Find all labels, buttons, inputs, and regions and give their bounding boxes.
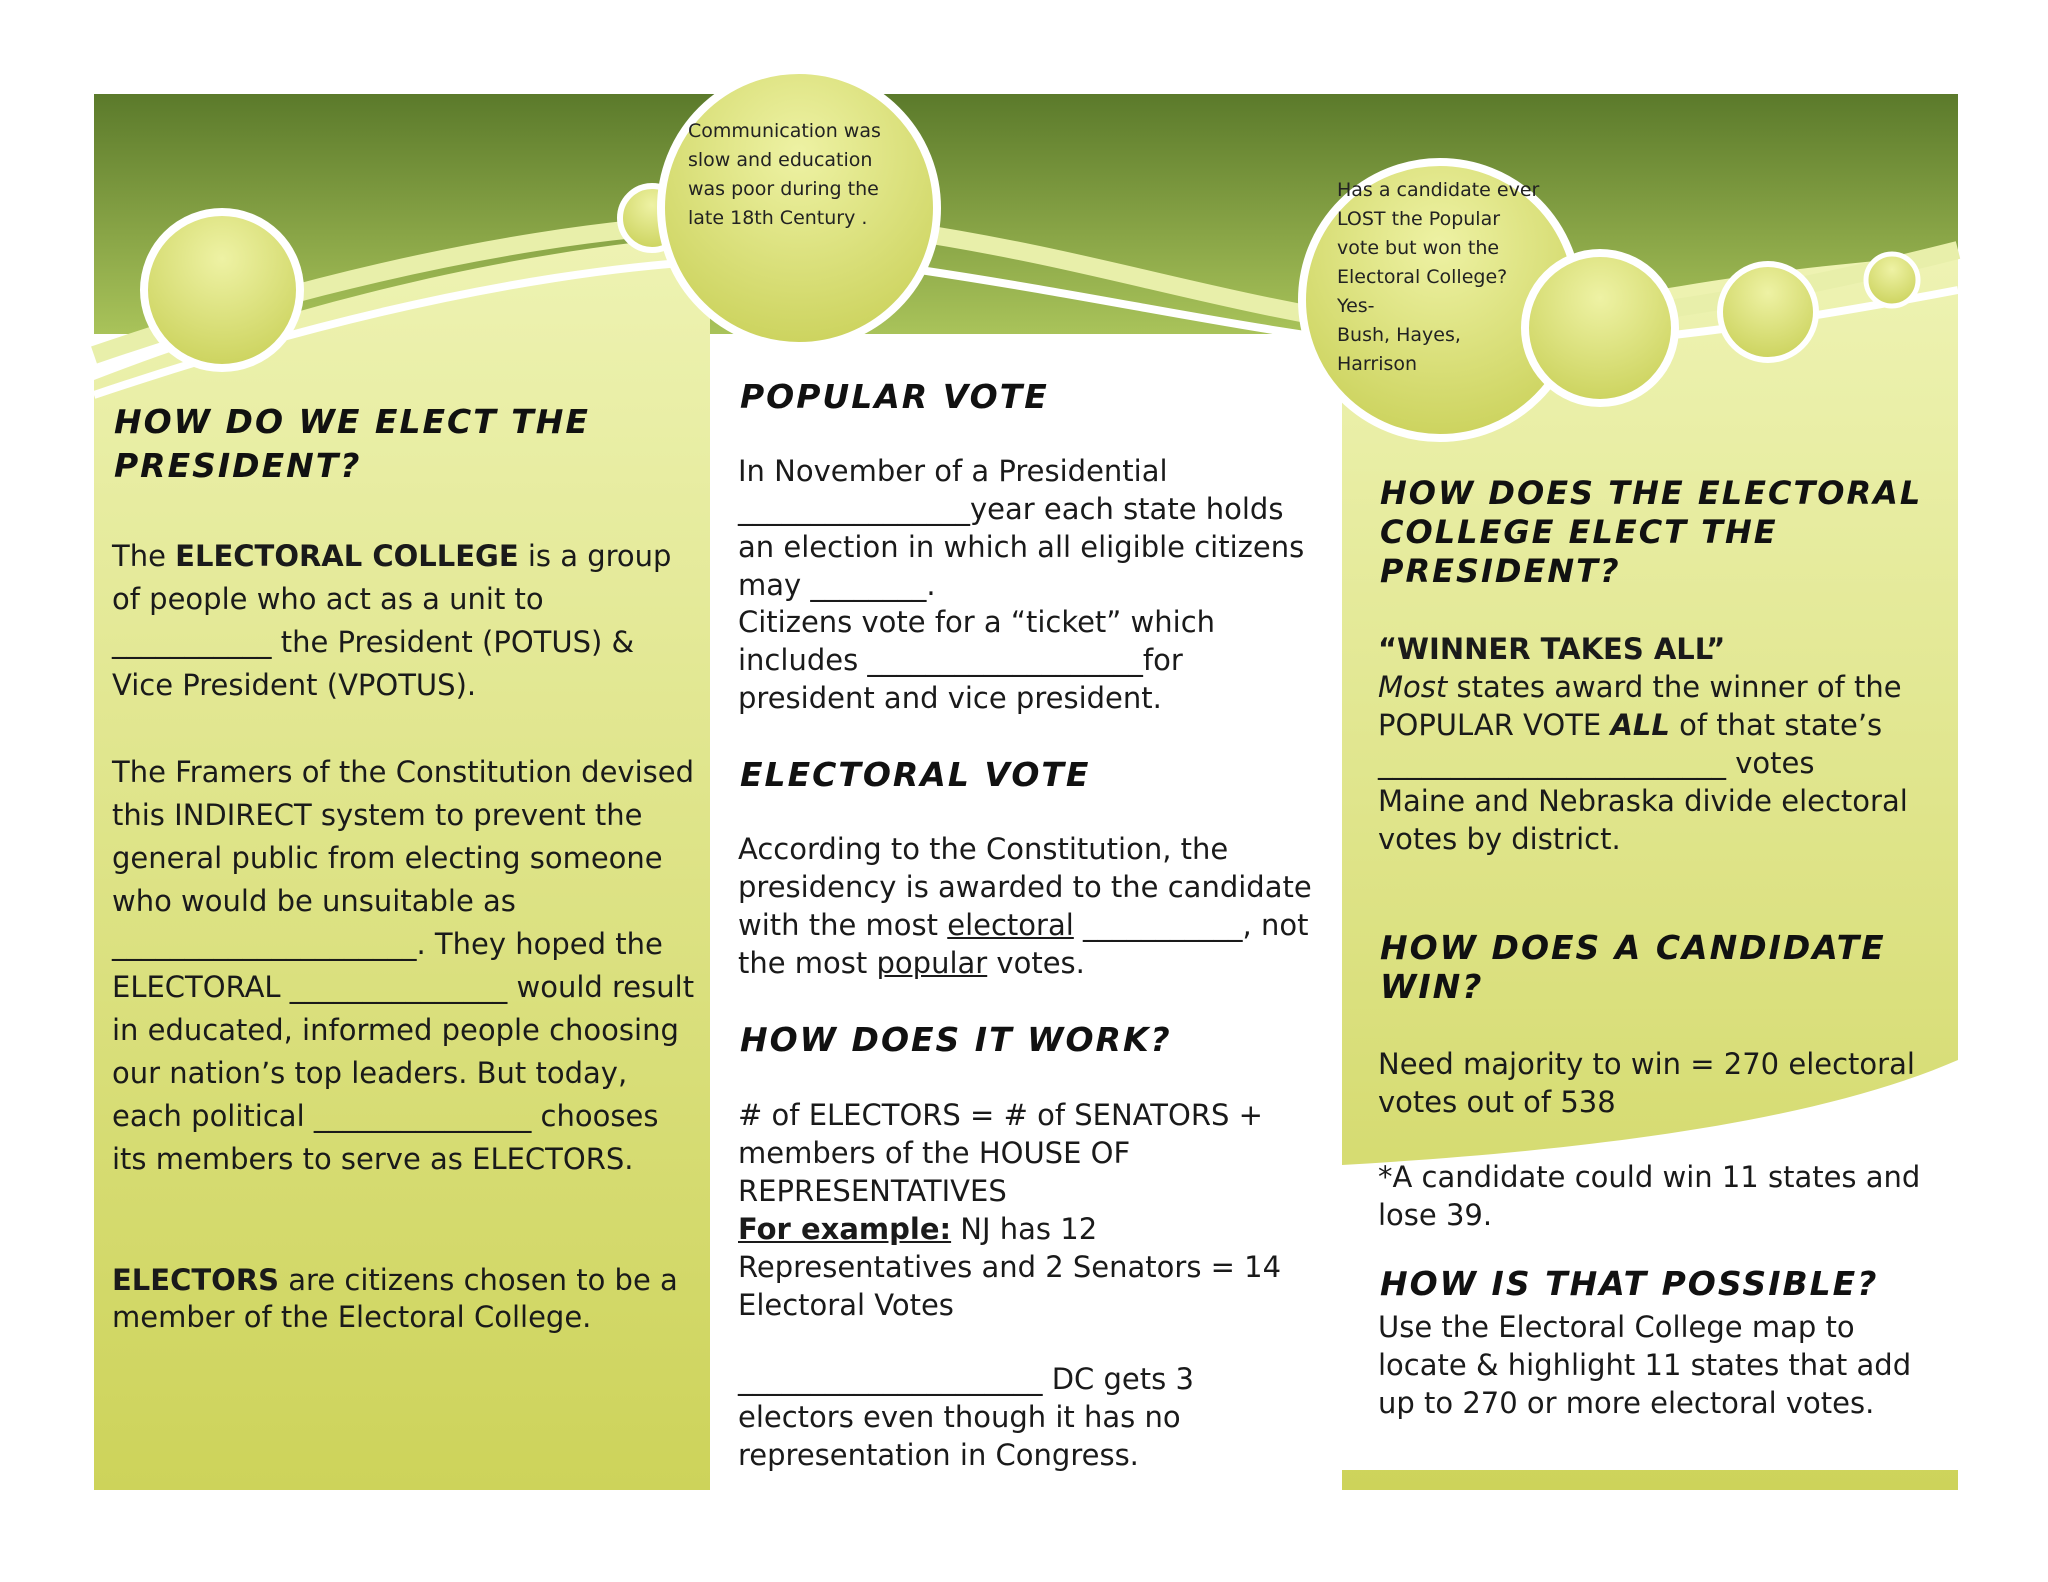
col1-paragraph-1 <box>112 535 702 707</box>
col2-p3-c: votes. <box>987 946 1085 980</box>
col1-paragraph-3 <box>112 1262 702 1336</box>
col3-paragraph-1 <box>1378 668 1938 782</box>
col3-winner-takes-all: “WINNER TAKES ALL” <box>1378 632 1726 666</box>
col2-heading-popular-vote: POPULAR VOTE <box>740 377 1049 416</box>
col1-heading: HOW DO WE ELECT THE PRESIDENT? <box>114 402 590 485</box>
col1-paragraph-2: The Framers of the Constitution devised this INDIRECT system to prevent the general public from electing someone who would be unsuitable as _____________________. They hoped the ELECTORAL _______________ would result in educated, informed people choosing our nation’s top leaders. But today, each political _______________ chooses its members to serve as ELECTORS. <box>112 755 695 1176</box>
col2-heading-how-it-works: HOW DOES IT WORK? <box>740 1020 1172 1059</box>
col2-paragraph-2: Citizens vote for a “ticket” which includes ___________________for president and vice president. <box>738 605 1216 715</box>
col3-p1-b: of that state’s ________________________ votes <box>1378 708 1883 780</box>
col2-paragraph-5 <box>738 1210 1318 1324</box>
col2-example-label: For example: <box>738 1212 952 1246</box>
col2-p3-popular: popular <box>876 946 988 980</box>
col1-p1-post: is a group of people who act as a unit to ___________ the President (POTUS) & Vice President (VPOTUS). <box>112 539 672 702</box>
bubble-right-names: Bush, Hayes, Harrison <box>1337 324 1461 375</box>
bubble-left <box>144 212 300 368</box>
col3-heading-candidate-win: HOW DOES A CANDIDATE WIN? <box>1380 928 1886 1006</box>
col1-p1-bold: ELECTORAL COLLEGE <box>175 539 519 573</box>
col2-p3-b: ___________, not the most <box>738 908 1309 980</box>
col2-p3-a: According to the Constitution, the presidency is awarded to the candidate with the most <box>738 832 1312 942</box>
col3-paragraph-4: *A candidate could win 11 states and lose 39. <box>1378 1160 1921 1232</box>
col2-paragraph-1: In November of a Presidential ________________year each state holds an election in which all eligible citizens may ________. <box>738 454 1305 602</box>
col1-p3-post: are citizens chosen to be a member of the Electoral College. <box>112 1263 678 1334</box>
bubble-mid-text: Communication was slow and education was poor during the late 18th Century . <box>688 120 881 229</box>
col3-p1-most: Most <box>1378 670 1448 704</box>
col3-heading-how-possible: HOW IS THAT POSSIBLE? <box>1380 1264 1879 1303</box>
col3-paragraph-5: Use the Electoral College map to locate & highlight 11 states that add up to 270 or more electoral votes. <box>1378 1310 1912 1420</box>
bubble-right-4 <box>1866 254 1918 306</box>
col3-paragraph-3: Need majority to win = 270 electoral votes out of 538 <box>1378 1047 1915 1119</box>
bubble-right-3 <box>1720 264 1816 360</box>
bubble-right-2 <box>1525 253 1675 403</box>
col2-heading-electoral-vote: ELECTORAL VOTE <box>740 755 1091 794</box>
col2-paragraph-6: _____________________ DC gets 3 electors even though it has no representation in Congress. <box>738 1362 1194 1472</box>
col1-p3-bold: ELECTORS <box>112 1263 280 1297</box>
bubble-right-question: Has a candidate ever LOST the Popular vote but won the Electoral College? <box>1337 179 1540 288</box>
col3-paragraph-2: Maine and Nebraska divide electoral votes by district. <box>1378 784 1908 856</box>
col2-paragraph-4: # of ELECTORS = # of SENATORS + members of the HOUSE OF REPRESENTATIVES <box>738 1098 1263 1208</box>
bubble-right-answer: Yes- <box>1337 295 1375 317</box>
col3-p1-all: ALL <box>1610 708 1670 742</box>
col3-heading-electoral-college: HOW DOES THE ELECTORAL COLLEGE ELECT THE PRESIDENT? <box>1380 474 1923 590</box>
col1-p1-pre: The <box>112 539 176 573</box>
col3-p1-a: states award the winner of the POPULAR VOTE <box>1378 670 1902 742</box>
col2-paragraph-3 <box>738 830 1318 982</box>
col2-p3-electoral: electoral <box>947 908 1074 942</box>
bubble-right-text <box>1337 176 1542 379</box>
col2-example-text: NJ has 12 Representatives and 2 Senators = 14 Electoral Votes <box>738 1212 1282 1322</box>
